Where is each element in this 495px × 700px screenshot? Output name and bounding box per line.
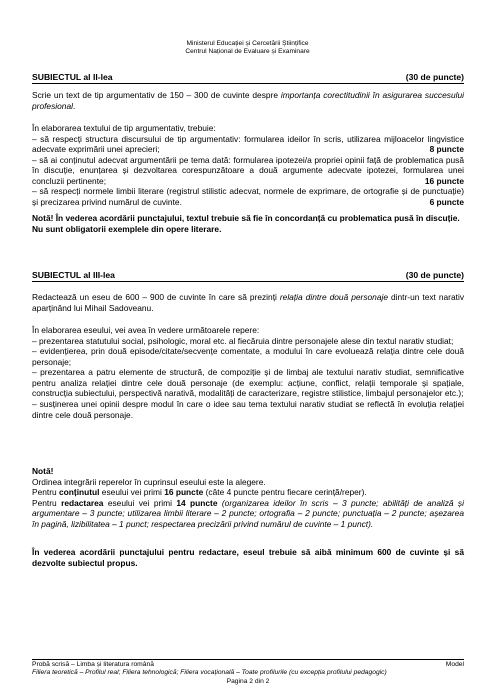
page-header — [0, 40, 495, 56]
criterion-2-points: 16 puncte — [424, 175, 464, 186]
section-3-note — [32, 466, 464, 529]
section-2-underline — [32, 83, 464, 84]
note-2: Nu sunt obligatorii exemplele din opere literare. — [32, 223, 222, 234]
footer-page-number: Pagina 2 din 2 — [226, 677, 270, 685]
footer-model: Model — [445, 661, 464, 668]
section-3-reperes — [32, 325, 464, 420]
center-name: Centrul Național de Evaluare și Examinare — [185, 47, 310, 55]
section-2-points: (30 de puncte) — [405, 72, 464, 82]
section-2-title-row — [32, 72, 464, 83]
section-3-title: SUBIECTUL al III-lea — [32, 270, 115, 280]
task-topic: relația dintre două personaje — [279, 292, 389, 302]
page-footer — [32, 661, 464, 686]
ministry-name: Ministerul Educației și Cercetării Științifice — [186, 40, 309, 47]
footer-rule — [32, 659, 464, 660]
note-heading: Notă! — [32, 466, 54, 476]
section-3-task — [32, 292, 464, 313]
section-2-note — [32, 213, 464, 234]
section-2-task — [32, 90, 464, 111]
reper-1: – prezentarea statutului social, psihologic, moral etc. al fiecăruia dintre personajele alese din textul narativ studiat; — [32, 335, 454, 346]
reperes-intro: În elaborarea eseului, vei avea în vedere următoarele repere: — [32, 325, 260, 335]
section-2-title: SUBIECTUL al II-lea — [32, 72, 113, 82]
note-order: Ordinea integrării reperelor în cuprinsul eseului este la alegere. — [32, 476, 266, 487]
task-text: Redactează un eseu de 600 – 900 de cuvinte în care să prezinți — [32, 292, 280, 302]
section-3-title-row — [32, 270, 464, 281]
note-1: Notă! În vederea acordării punctajului, textul trebuie să fie în concordanță cu problematica pusă în discuție. — [32, 213, 460, 223]
task-text: Scrie un text de tip argumentativ de 150 – 300 de cuvinte despre — [32, 90, 281, 100]
reper-4: – susținerea unei opinii despre modul în care o idee sau tema textului narativ studiat se reflectă în evoluția relației dintre cele două personaje. — [32, 399, 464, 420]
criterion-3-points: 6 puncte — [429, 197, 464, 207]
footer-exam: Probă scrisă – Limba și literatura română — [32, 661, 154, 668]
section-3-points: (30 de puncte) — [405, 270, 464, 280]
reper-2: – evidențierea, prin două episode/citate/secvențe comentate, a modului în care evoluează relația dintre cele două personaje; — [32, 346, 464, 367]
section-3-underline — [32, 281, 464, 282]
note-redaction-points: Pentru redactarea eseului vei primi 14 puncte (organizarea ideilor în scris – 3 puncte; abilități de analiză și argumentare – 3 puncte; utilizarea limbii literare – 2 puncte; ortografia – 2 puncte; punctuația – 2 puncte; așezarea în pagină, lizibilitatea – 1 punct; respectarea precizării privind numărul de cuvinte – 1 punct). — [32, 497, 464, 529]
criterion-1: – să respecți structura discursului de tip argumentativ: formularea ideilor în scris, utilizarea mijloacelor lingvistice adecvate exprimării unei aprecieri; — [32, 133, 464, 155]
task-end: dintr-un text narativ aparținând lui Mihail Sadoveanu. — [32, 292, 465, 313]
section-3-final-note: În vederea acordării punctajului pentru redactare, eseul trebuie să aibă minimum 600 de cuvinte și să dezvolte subiectul propus. — [32, 547, 464, 568]
section-2-criteria — [32, 123, 464, 208]
reper-3: – prezentarea a patru elemente de structură, de compoziție și de limbaj ale textului narativ studiat, semnificative pentru analiza relației dintre cele două personaje (de exemplu: acțiune, conflict, relații temporale și spațiale, construcția subiectului, perspectivă narativă, modalități de caracterizare, registre stilistice, limbajul personajelor etc.); — [32, 367, 464, 399]
criterion-1-points: 8 puncte — [429, 144, 464, 155]
criterion-3: – să respecți normele limbii literare (registrul stilistic adecvat, normele de exprimare, de ortografie și de punctuație) și precizarea privind numărul de cuvinte. — [32, 186, 464, 208]
task-topic: importanța corectitudinii în asigurarea succesului profesional — [32, 90, 464, 111]
criterion-2: – să ai conținutul adecvat argumentării pe tema dată: formularea ipotezei/a propriei opinii față de problematica pusă în discuție, enunțarea și dezvoltarea corespunzătoare a două argumente adecvate ipotezei, formularea unei concluzii pertinente; — [32, 154, 464, 186]
note-content-points: Pentru conținutul eseului vei primi 16 puncte (câte 4 puncte pentru fiecare cerință/reper). — [32, 487, 367, 498]
task-end: . — [72, 100, 76, 111]
footer-profiles: Filiera teoretică – Profilul real; Filiera tehnologică; Filiera vocațională – Toate profilurile (cu excepția profilului pedagogic) — [32, 669, 387, 677]
criteria-intro: În elaborarea textului de tip argumentativ, trebuie: — [32, 123, 216, 133]
